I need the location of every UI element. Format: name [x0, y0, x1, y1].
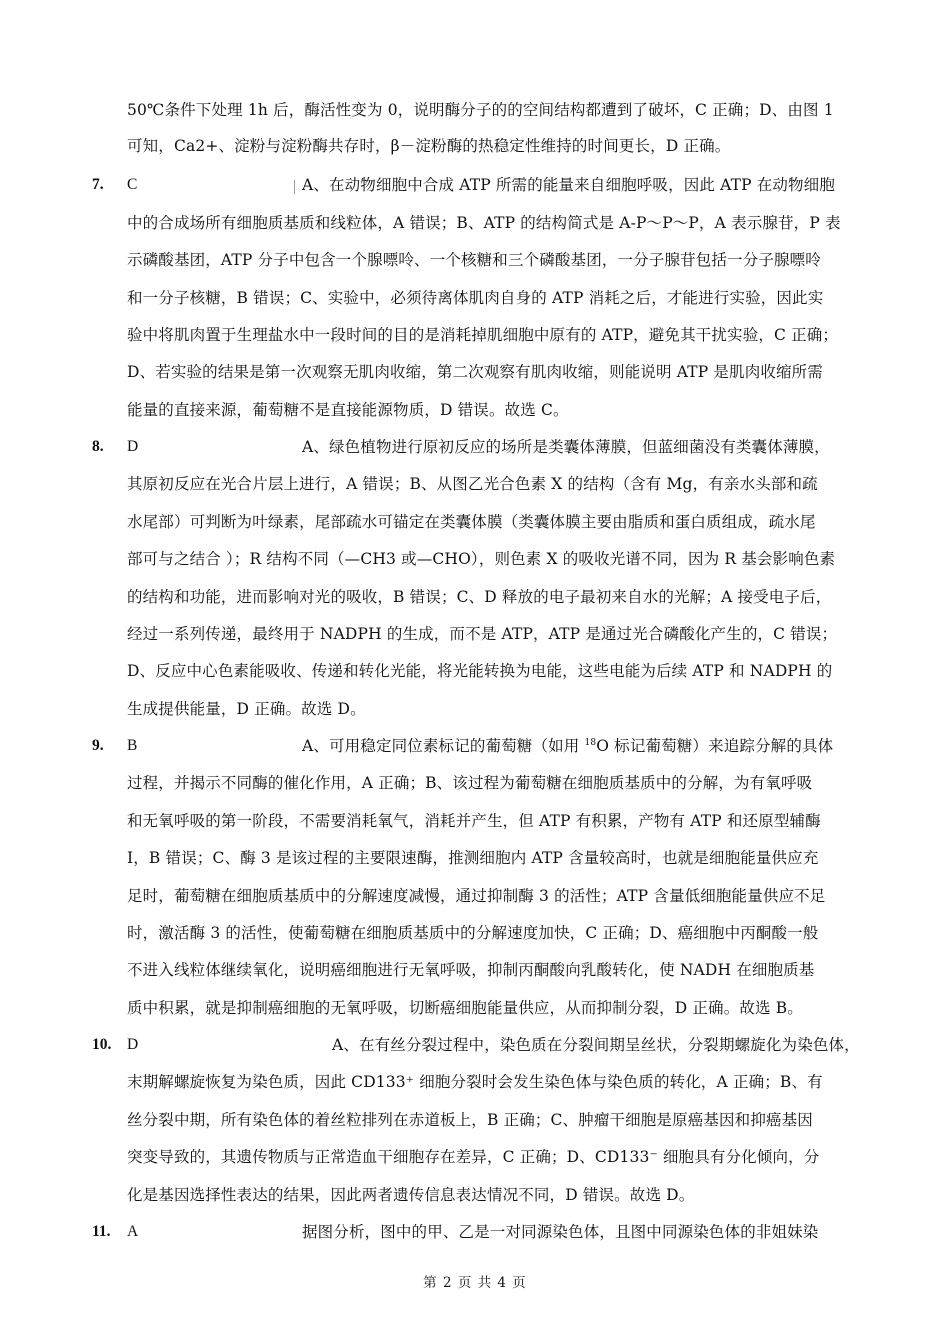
explanation-line: 足时，葡萄糖在细胞质基质中的分解速度减慢，通过抑制酶 3 的活性；ATP 含量低细胞能量供应不足 — [127, 887, 826, 905]
page-footer: 第 2 页 共 4 页 — [423, 1275, 527, 1291]
explanation-line: 时，激活酶 3 的活性，使葡萄糖在细胞质基质中的分解速度加快，C 正确；D、癌细胞中丙酮酸一般 — [127, 924, 819, 942]
intro-line: 50℃条件下处理 1h 后，酶活性变为 0，说明酶分子的的空间结构都遭到了破坏，C 正确；D、由图 1 — [127, 101, 834, 119]
question-answer: B — [127, 737, 138, 754]
question-number: 10. — [92, 1036, 112, 1053]
explanation-text: O 标记葡萄糖）来追踪分解的具体 — [596, 737, 834, 755]
explanation-line: 部可与之结合 ）；R 结构不同（—CH3 或—CHO），则色素 X 的吸收光谱不同，因为 R 基会影响色素 — [127, 550, 836, 568]
explanation-line: 中的合成场所有细胞质基质和线粒体，A 错误；B、ATP 的结构简式是 A-P～P～P，A 表示腺苷，P 表 — [127, 214, 841, 232]
explanation-line: 和一分子核糖，B 错误；C、实验中，必须待离体肌肉自身的 ATP 消耗之后，才能进行实验，因此实 — [127, 289, 824, 307]
question-answer: D — [127, 1036, 139, 1053]
explanation-line: A、在动物细胞中合成 ATP 所需的能量来自细胞呼吸，因此 ATP 在动物细胞 — [302, 176, 835, 194]
explanation-line: 和无氧呼吸的第一阶段，不需要消耗氧气，消耗并产生，但 ATP 有积累，产物有 ATP 和还原型辅酶 — [127, 812, 821, 830]
explanation-line: 的结构和功能，进而影响对光的吸收，B 错误；C、D 释放的电子最初来自水的光解；A 接受电子后， — [127, 588, 832, 606]
explanation-line: 丝分裂中期，所有染色体的着丝粒排列在赤道板上，B 正确；C、肿瘤干细胞是原癌基因和抑癌基因 — [127, 1111, 813, 1129]
explanation-line: 经过一系列传递，最终用于 NADPH 的生成，而不是 ATP，ATP 是通过光合磷酸化产生的，C 错误； — [127, 625, 838, 643]
isotope-superscript: 18 — [584, 738, 597, 748]
explanation-line: I，B 错误；C、酶 3 是该过程的主要限速酶，推测细胞内 ATP 含量较高时，也就是细胞能量供应充 — [127, 849, 819, 867]
explanation-line: 水尾部）可判断为叶绿素，尾部疏水可锚定在类囊体膜（类囊体膜主要由脂质和蛋白质组成，疏水尾 — [127, 513, 816, 531]
explanation-line: 据图分析，图中的甲、乙是一对同源染色体，且图中同源染色体的非姐妹染 — [302, 1223, 819, 1241]
explanation-line: 验中将肌肉置于生理盐水中一段时间的目的是消耗掉肌细胞中原有的 ATP，避免其干扰实验，C 正确； — [127, 326, 839, 344]
explanation-line: 化是基因选择性表达的结果，因此两者遗传信息表达情况不同，D 错误。故选 D。 — [127, 1186, 695, 1204]
explanation-line: 其原初反应在光合片层上进行，A 错误；B、从图乙光合色素 X 的结构（含有 Mg，有亲水头部和疏 — [127, 475, 818, 493]
explanation-line: 质中积累，就是抑制癌细胞的无氧呼吸，切断癌细胞能量供应，从而抑制分裂，D 正确。故选 B。 — [127, 999, 803, 1017]
question-answer: C — [127, 176, 138, 193]
intro-line: 可知，Ca2+、淀粉与淀粉酶共存时，β－淀粉酶的热稳定性维持的时间更长，D 正确。 — [127, 137, 731, 155]
question-answer: D — [127, 438, 139, 455]
explanation-line: 不进入线粒体继续氧化，说明癌细胞进行无氧呼吸，抑制丙酮酸向乳酸转化，使 NADH 在细胞质基 — [127, 961, 815, 979]
explanation-line: 末期解螺旋恢复为染色质，因此 CD133⁺ 细胞分裂时会发生染色体与染色质的转化，A 正确；B、有 — [127, 1073, 823, 1091]
explanation-text: A、可用稳定同位素标记的葡萄糖（如用 — [302, 737, 585, 755]
explanation-line: 突变导致的，其遗传物质与正常造血干细胞存在差异，C 正确；D、CD133⁻ 细胞具有分化倾向，分 — [127, 1148, 820, 1166]
question-answer: A — [127, 1223, 139, 1240]
explanation-line: 能量的直接来源，葡萄糖不是直接能源物质，D 错误。故选 C。 — [127, 401, 569, 419]
explanation-line: A、在有丝分裂过程中，染色质在分裂间期呈丝状，分裂期螺旋化为染色体， — [332, 1036, 860, 1054]
explanation-line: A、绿色植物进行原初反应的场所是类囊体薄膜，但蓝细菌没有类囊体薄膜， — [302, 438, 830, 456]
question-number: 8. — [92, 438, 104, 455]
explanation-line: D、若实验的结果是第一次观察无肌肉收缩，第二次观察有肌肉收缩，则能说明 ATP 是肌肉收缩所需 — [127, 363, 823, 381]
explanation-line: 示磷酸基团，ATP 分子中包含一个腺嘌呤、一个核糖和三个磷酸基团，一分子腺苷包括一分子腺嘌呤 — [127, 251, 821, 269]
question-number: 11. — [92, 1223, 111, 1240]
explanation-line: 过程，并揭示不同酶的催化作用，A 正确；B、该过程为葡萄糖在细胞质基质中的分解，为有氧呼吸 — [127, 774, 813, 792]
explanation-line: D、反应中心色素能吸收、传递和转化光能，将光能转换为电能，这些电能为后续 ATP 和 NADPH 的 — [127, 662, 833, 680]
explanation-line: 生成提供能量，D 正确。故选 D。 — [127, 700, 366, 718]
explanation-line — [302, 736, 860, 756]
question-number: 7. — [92, 176, 104, 193]
question-number: 9. — [92, 737, 104, 754]
scan-mark — [294, 180, 295, 194]
